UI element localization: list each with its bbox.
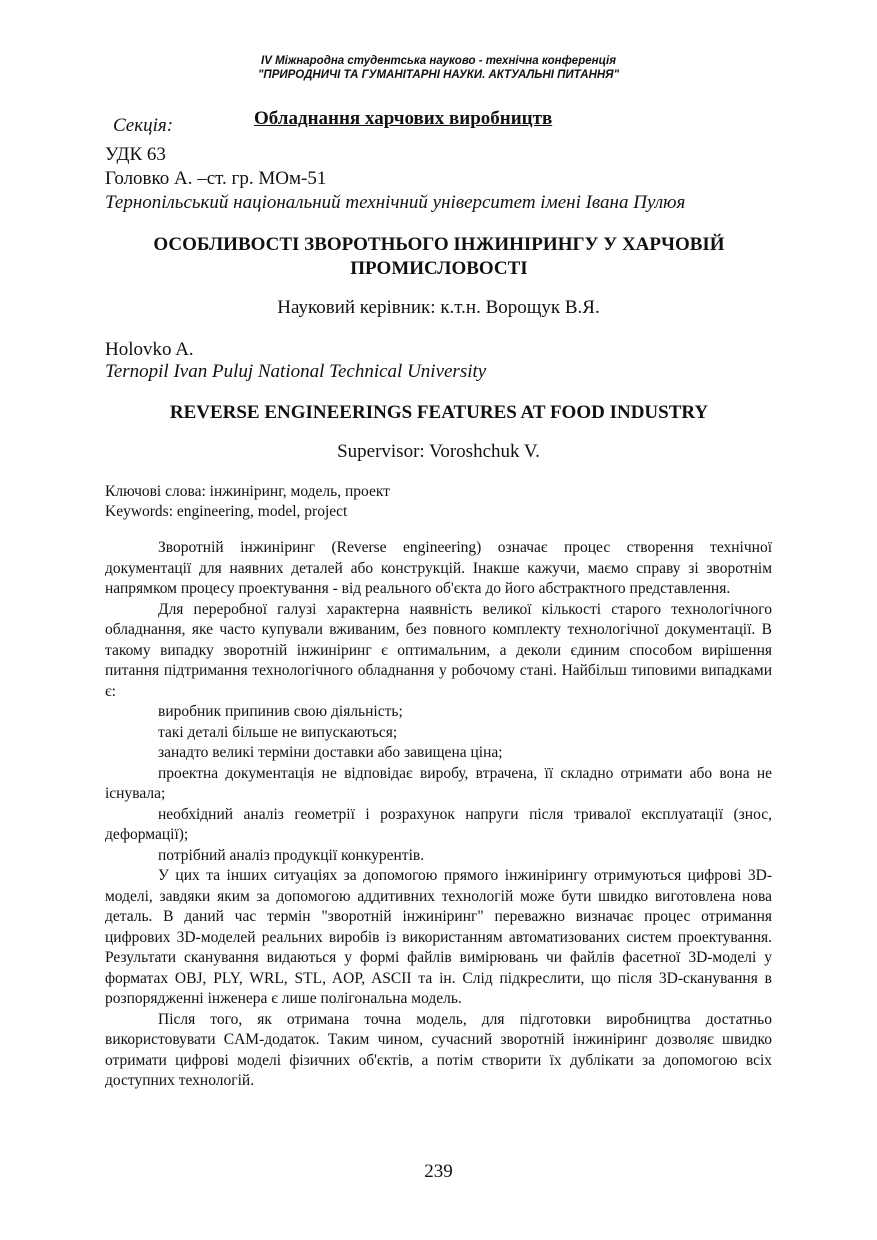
keywords-ua: Ключові слова: інжиніринг, модель, проект [105, 483, 390, 500]
affiliation-en: Ternopil Ivan Puluj National Technical University [105, 361, 487, 382]
author-ua: Головко А. –ст. гр. МОм-51 [105, 168, 327, 189]
paper-body [105, 538, 772, 1092]
body-paragraph: Після того, як отримана точна модель, для підготовки виробництва достатньо використовувати CAM-додаток. Таким чином, сучасний зворотній інжиніринг дозволяє швидко отримати цифрові моделі фізичних об'єктів, а потім створити їх дублікати за допомогою всіх доступних технологій. [105, 1010, 772, 1089]
body-paragraph: Зворотній інжиніринг (Reverse engineering) означає процес створення технічної документації для наявних деталей або конструкцій. Інакше кажучи, маємо справу зі зворотнім напрямком процесу проектування - від реального об'єкта до його абстрактного представлення. [105, 539, 772, 597]
list-item: такі деталі більше не випускаються; [158, 723, 398, 741]
supervisor-ua: Науковий керівник: к.т.н. Ворощук В.Я. [277, 297, 600, 318]
list-item: виробник припинив свою діяльність; [158, 703, 403, 720]
section-label: Секція: [113, 115, 174, 136]
affiliation-ua: Тернопільський національний технічний університет імені Івана Пулюя [105, 192, 686, 213]
author-en: Holovko A. [105, 339, 194, 360]
paper-title-en: REVERSE ENGINEERINGS FEATURES AT FOOD INDUSTRY [169, 402, 709, 423]
keywords-en: Keywords: engineering, model, project [105, 503, 348, 520]
udk-code: УДК 63 [105, 144, 166, 165]
paper-title-ua-line1: ОСОБЛИВОСТІ ЗВОРОТНЬОГО ІНЖИНІРИНГУ У ХАРЧОВІЙ [153, 234, 725, 255]
body-paragraph: Для переробної галузі характерна наявність великої кількості старого технологічного обладнання, яке часто купували вживаним, без повного комплекту технологічної документації. В такому випадку зворотній інжиніринг є оптимальним, а деколи єдиним способом вирішення питання підтримання технологічного обладнання у робочому стані. Найбільш типовими випадками є: [105, 600, 772, 700]
section-name: Обладнання харчових виробництв [254, 108, 553, 129]
page-number: 239 [424, 1161, 453, 1182]
conference-title: "ПРИРОДНИЧІ ТА ГУМАНІТАРНІ НАУКИ. АКТУАЛЬНІ ПИТАННЯ" [257, 69, 620, 81]
conference-name: IV Міжнародна студентська науково - технічна конференція [261, 55, 616, 67]
list-item: проектна документація не відповідає виробу, втрачена, її складно отримати або вона не існувала; [105, 764, 772, 802]
supervisor-en: Supervisor: Voroshchuk V. [337, 441, 540, 462]
list-item: занадто великі терміни доставки або завищена ціна; [158, 744, 503, 761]
body-paragraph: У цих та інших ситуаціях за допомогою прямого інжинірингу отримуються цифрові 3D-моделі, завдяки яким за допомогою аддитивних технологій може бути швидко виготовлена нова деталь. В даний час термін "зворотній інжиніринг" переважно визначає процес отримання цифрових 3D-моделей реальних виробів із використанням автоматизованих систем проектування. Результати сканування видаються у формі файлів вимірювань чи файлів фасетної 3D-моделі у форматах OBJ, PLY, WRL, STL, AOP, ASCII та ін. Слід підкреслити, що після 3D-сканування в розпорядженні інженера є лише полігональна модель. [105, 867, 772, 1007]
paper-title-ua-line2: ПРОМИСЛОВОСТІ [350, 258, 528, 279]
list-item: необхідний аналіз геометрії і розрахунок напруги після тривалої експлуатації (знос, деформації); [105, 805, 772, 843]
list-item: потрібний аналіз продукції конкурентів. [158, 846, 425, 864]
